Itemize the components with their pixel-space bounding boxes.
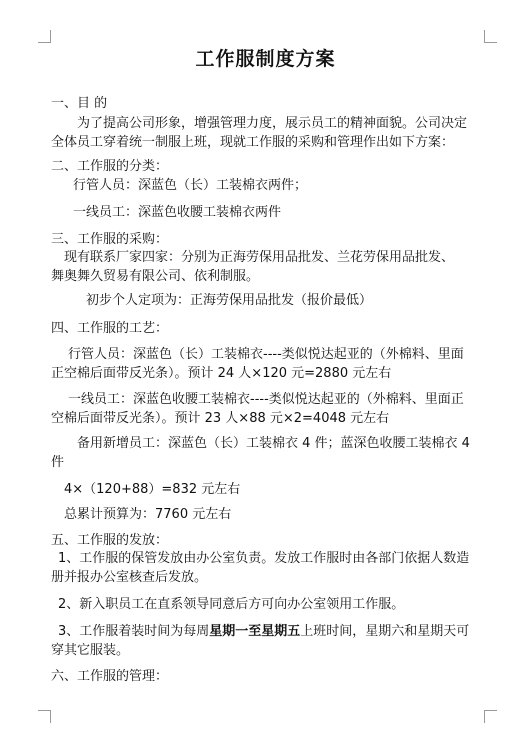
crop-mark-top-right [484,30,497,43]
crop-mark-top-left [38,30,51,43]
paragraph-line: 行管人员：深蓝色（长）工装棉衣----类似悦达起亚的（外棉料、里面 [68,347,464,362]
text-run: 上班时间，星期六和星期天可 [300,624,470,639]
text-run: 3、工作服着装时间为每周 [58,624,210,639]
paragraph-line: 舞奥舞久贸易有限公司、依利制服。 [51,269,260,284]
paragraph-line: 初步个人定项为：正海劳保用品批发（报价最低） [86,293,373,308]
paragraph-line: 一线员工：深蓝色收腰工装棉衣两件 [73,205,282,220]
paragraph-line: 件 [51,455,65,470]
paragraph-line: 1、工作服的保管发放由办公室负责。发放工作服时由各部门依据人数造 [58,551,470,566]
paragraph-line: 备用新增员工：深蓝色（长）工装棉衣 4 件；蓝深色收腰工装棉衣 4 [77,436,470,451]
paragraph-line: 册并报办公室核查后发放。 [51,570,208,585]
crop-mark-bottom-right [484,710,497,723]
paragraph-line: 一线员工：深蓝色收腰工装棉衣----类似悦达起亚的（外棉料、里面正 [68,392,464,407]
section-heading-management: 六、工作服的管理： [51,669,169,684]
crop-mark-bottom-left [38,710,51,723]
bold-text-run: 星期一至星期五 [209,624,301,639]
paragraph-line: 2、新入职员工在直系领导同意后方可向办公室领用工作服。 [58,597,405,612]
section-heading-distribution: 五、工作服的发放： [51,533,169,548]
paragraph-line: 全体员工穿着统一制服上班，现就工作服的采购和管理作出如下方案： [51,135,455,150]
section-heading-classification: 二、工作服的分类： [51,159,169,174]
paragraph-line: 为了提高公司形象，增强管理力度，展示员工的精神面貌。公司决定 [77,116,468,131]
section-heading-procurement: 三、工作服的采购： [51,232,169,247]
paragraph-line: 总累计预算为：7760 元左右 [64,507,232,522]
document-title: 工作服制度方案 [195,48,336,70]
paragraph-line: 正空棉后面带反光条）。预计 24 人×120 元=2880 元左右 [51,366,392,381]
section-heading-craft: 四、工作服的工艺： [51,321,169,336]
paragraph-line: 空棉后面带反光条）。预计 23 人×88 元×2=4048 元左右 [51,411,390,426]
paragraph-line: 穿其它服装。 [51,643,130,658]
paragraph-line: 4×（120+88）=832 元左右 [64,482,241,497]
paragraph-line: 现有联系厂家四家：分别为正海劳保用品批发、兰花劳保用品批发、 [64,250,455,265]
paragraph-line [58,623,469,641]
section-heading-purpose: 一、目 的 [51,96,108,111]
paragraph-line: 行管人员：深蓝色（长）工装棉衣两件； [73,178,308,193]
